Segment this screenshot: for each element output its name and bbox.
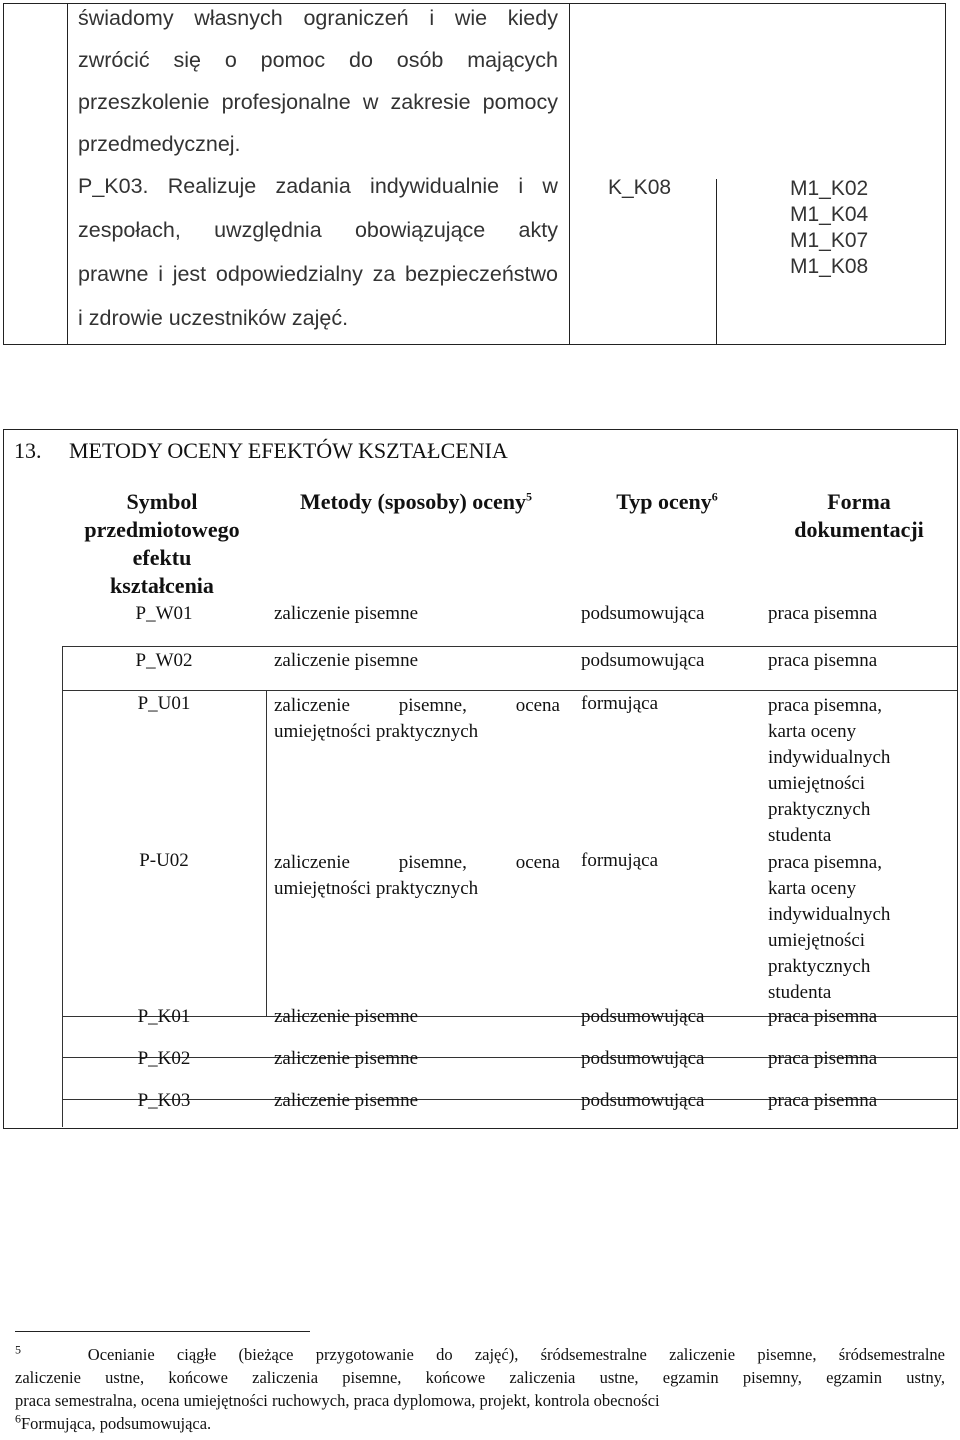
effect-word: w xyxy=(542,174,558,198)
effect-word: zadania xyxy=(275,174,351,198)
effect-word: się xyxy=(173,48,201,72)
effect-word: i xyxy=(429,6,435,30)
effect-text-line xyxy=(78,262,558,287)
effect-word: P_K03. xyxy=(78,174,149,198)
effect-word: w xyxy=(362,90,379,114)
effect-word: prawne xyxy=(78,262,149,286)
section-heading: METODY OCENY EFEKTÓW KSZTAŁCENIA xyxy=(69,438,508,463)
footnote-6: $^6$Formująca, podsumowująca. xyxy=(15,1411,212,1433)
area-code: M1_K02 xyxy=(790,177,869,200)
effect-word: zakresie xyxy=(390,90,471,114)
effect-word: bezpieczeństwo xyxy=(405,262,558,286)
header-type: Typ oceny$^6$ xyxy=(616,489,718,514)
effect-word: indywidualnie xyxy=(370,174,500,198)
effect-text-line: i zdrowie uczestników zajęć. xyxy=(78,306,349,330)
header-form: Forma dokumentacji xyxy=(794,489,924,542)
header-methods: Metody (sposoby) oceny$^5$ xyxy=(299,489,533,514)
row-divider xyxy=(62,646,957,647)
header-symbol: Symbol przedmiotowego efektu kształcenia xyxy=(84,489,240,598)
table-divider xyxy=(569,4,570,344)
effect-word: przeszkolenie xyxy=(78,90,210,114)
effect-word: pomocy xyxy=(482,90,558,114)
effect-word: za xyxy=(372,262,396,286)
effect-word: o xyxy=(224,48,237,72)
footnote-5: $^5$ Ocenianie ciągłe (bieżące przygotowanie do zajęć), śródsemestralne zaliczenie pisemne, śródsemestralne zaliczenie ustne, końcowe zaliczenia pisemne, końcowe zaliczenia ustne, egzamin pisemny, egzamin ustny, praca semestralna, ocena umiejętności ruchowych, praca dyplomowa, projekt, kontrola obecności xyxy=(15,1342,946,1410)
table-divider xyxy=(716,179,717,344)
footnote-separator xyxy=(15,1331,310,1332)
footnotes xyxy=(15,1343,945,1435)
effect-word: świadomy xyxy=(78,6,174,30)
area-code: M1_K04 xyxy=(790,203,869,226)
table-divider xyxy=(67,4,68,344)
effect-word: zwrócić xyxy=(78,48,150,72)
effect-word: akty xyxy=(518,218,558,242)
effect-word: Realizuje xyxy=(167,174,257,198)
effect-word: odpowiedzialny xyxy=(215,262,363,286)
column-divider xyxy=(266,690,267,1016)
effect-word: własnych xyxy=(194,6,283,30)
effect-text-line xyxy=(78,218,558,243)
effect-text-line xyxy=(78,6,558,31)
effect-word: zespołach, xyxy=(78,218,181,242)
effect-word: ograniczeń xyxy=(303,6,409,30)
effect-text-line xyxy=(78,174,558,199)
section-title xyxy=(14,438,508,464)
effect-word: kiedy xyxy=(507,6,558,30)
effect-word: pomoc xyxy=(260,48,326,72)
effect-text-line: przedmedycznej. xyxy=(78,132,241,156)
effect-word: mających xyxy=(467,48,558,72)
row-divider xyxy=(62,690,957,691)
area-effect-codes xyxy=(790,176,868,280)
effect-text-line xyxy=(78,48,558,73)
effect-word: i xyxy=(158,262,163,286)
assessment-methods-section: 13. METODY OCENY EFEKTÓW KSZTAŁCENIA Symbol przedmiotowego efektu kształcenia Metody (sposoby) oceny$^5$ Typ oceny$^6$ Forma dokumentacji P_W01 zaliczenie pisemne podsumowująca praca pisemna P_W02 zaliczenie pisemne podsumowująca praca pisemna P_U01 zaliczenie pisemne, ocena umiejętności praktycznych formująca praca pisemna, karta oceny indywidualnych umiejętności praktycznych studenta P-U02 zaliczenie pisemne, ocena umiejętności praktycznych formująca praca pisemna, karta oceny indywidualnych umiejętności praktycznych studenta P_K01 zaliczenie pisemne podsumowująca praca pisemna P_K02 zaliczenie pisemne podsumowująca praca pisemna P_K03 zaliczenie pisemne podsumowująca praca pisemna xyxy=(3,429,958,1129)
effect-word: jest xyxy=(172,262,207,286)
effect-word: obowiązujące xyxy=(354,218,486,242)
area-code: M1_K07 xyxy=(790,229,869,252)
direction-effect-code: K_K08 xyxy=(608,176,672,199)
effect-word: profesjonalne xyxy=(221,90,351,114)
section-number: 13. xyxy=(14,438,42,463)
effect-word: i xyxy=(518,174,524,198)
effect-word: wie xyxy=(454,6,488,30)
effect-text-line xyxy=(78,90,558,115)
effect-word: uwzględnia xyxy=(214,218,322,242)
area-code: M1_K08 xyxy=(790,255,869,278)
effect-word: osób xyxy=(396,48,444,72)
effect-word: do xyxy=(348,48,373,72)
